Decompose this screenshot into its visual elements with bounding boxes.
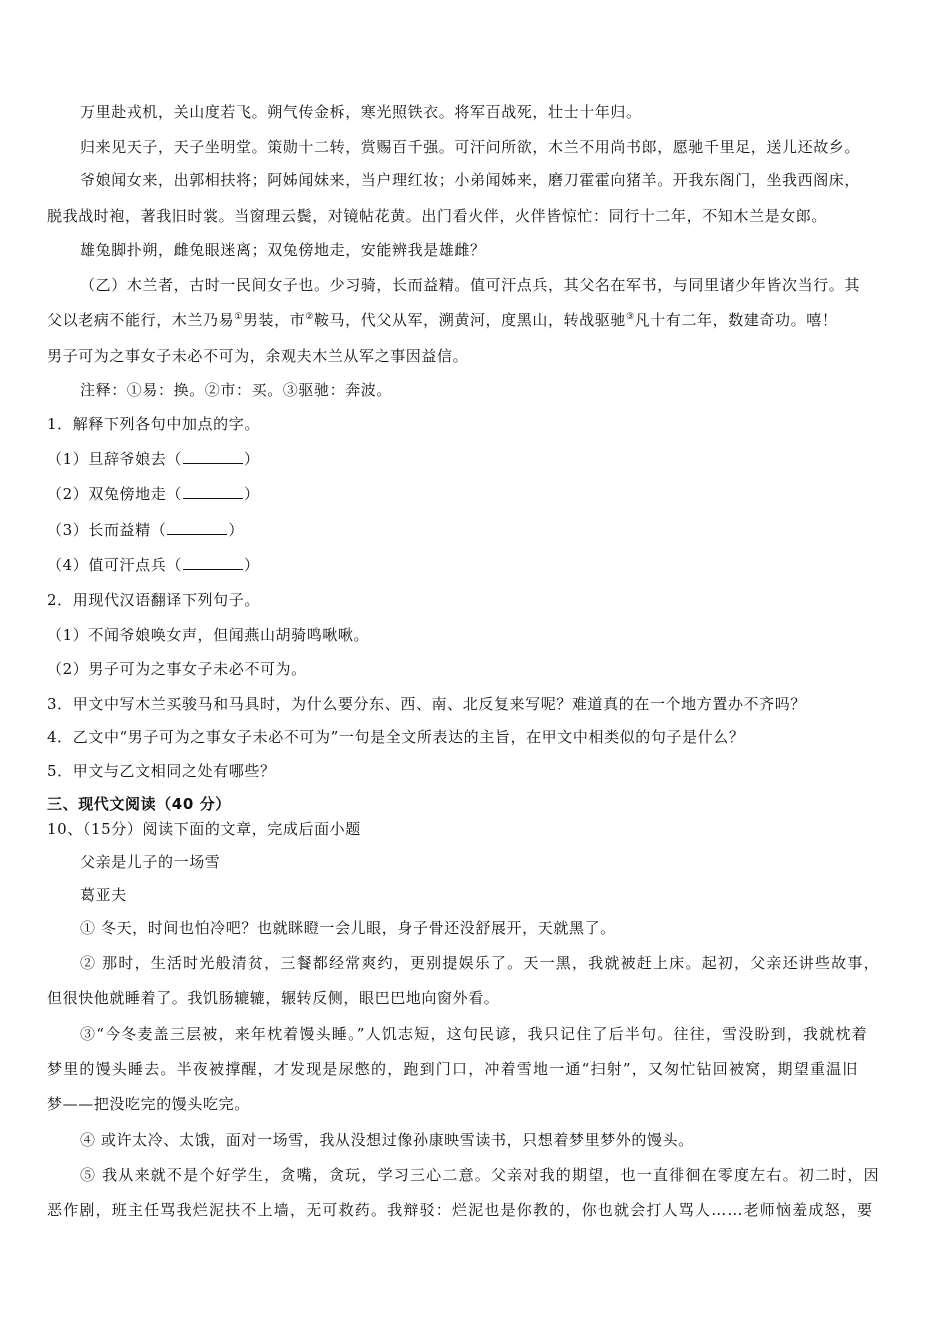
article-paragraph-3a: ③“今冬麦盖三层被，来年枕着馒头睡。”人饥志短，这句民谚，我只记住了后半句。往往，雪没盼到，我就枕着 [80, 1025, 868, 1043]
poem-line-2: 归来见天子，天子坐明堂。策勋十二转，赏赐百千强。可汗问所欲，木兰不用尚书郎，愿驰千里足，送儿还故乡。 [80, 138, 861, 156]
passage-b-line-1: （乙）木兰者，古时一民间女子也。少习骑，长而益精。值可汗点兵，其父名在军书，与同里诸少年皆次当行。其 [80, 276, 861, 294]
poem-line-3: 爷娘闻女来，出郭相扶将；阿姊闻妹来，当户理红妆；小弟闻姊来，磨刀霍霍向猪羊。开我东阁门，坐我西阁床， [80, 171, 861, 189]
note-marker-1: ① [234, 312, 243, 322]
passage-b-notes: 注释：①易：换。②市：买。③驱驰：奔波。 [80, 381, 393, 399]
question-2: 2．用现代汉语翻译下列句子。 [47, 591, 260, 609]
article-paragraph-3b: 梦里的馒头睡去。半夜被撑醒，才发现是尿憋的，跑到门口，冲着雪地一通“扫射”，又匆忙钻回被窝，期望重温旧 [47, 1060, 859, 1078]
question-4: 4．乙文中“男子可为之事女子未必不可为”一句是全文所表达的主旨，在甲文中相类似的句子是什么？ [47, 728, 745, 746]
article-author: 葛亚夫 [80, 886, 127, 904]
poem-line-1: 万里赴戎机，关山度若飞。朔气传金柝，寒光照铁衣。将军百战死，壮士十年归。 [80, 103, 642, 121]
passage-b-line-2: 父以老病不能行，木兰乃易①男装，市②鞍马，代父从军，溯黄河，度黑山，转战驱驰③凡十有二年，数建奇功。嘻！ [47, 311, 838, 329]
answer-blank-1[interactable] [183, 449, 243, 464]
question-1-1: （1）旦辞爷娘去（ ） [47, 450, 260, 468]
question-5: 5．甲文与乙文相同之处有哪些？ [47, 762, 276, 780]
article-paragraph-2b: 但很快他就睡着了。我饥肠辘辘，辗转反侧，眼巴巴地向窗外看。 [47, 989, 500, 1007]
article-paragraph-1: ① 冬天，时间也怕冷吧？也就眯瞪一会儿眼，身子骨还没舒展开，天就黑了。 [80, 919, 616, 937]
answer-blank-3[interactable] [167, 520, 227, 535]
question-1-4: （4）值可汗点兵（ ） [47, 556, 260, 574]
question-2-2: （2）男子可为之事女子未必不可为。 [47, 660, 307, 678]
answer-blank-4[interactable] [183, 555, 243, 570]
question-1-2: （2）双兔傍地走（ ） [47, 485, 260, 503]
passage-b-line-3: 男子可为之事女子未必不可为，余观夫木兰从军之事因益信。 [47, 347, 469, 365]
poem-line-4: 脱我战时袍，著我旧时裳。当窗理云鬓，对镜帖花黄。出门看火伴，火伴皆惊忙：同行十二年，不知木兰是女郎。 [47, 207, 828, 225]
poem-line-5: 雄兔脚扑朔，雌兔眼迷离；双兔傍地走，安能辨我是雄雌？ [80, 241, 486, 259]
answer-blank-2[interactable] [183, 484, 243, 499]
question-1-3: （3）长而益精（ ） [47, 521, 244, 539]
article-paragraph-5a: ⑤ 我从来就不是个好学生，贪嘴，贪玩，学习三心二意。父亲对我的期望，也一直徘徊在零度左右。初二时，因 [80, 1166, 880, 1184]
article-paragraph-5b: 恶作剧，班主任骂我烂泥扶不上墙，无可救药。我辩驳：烂泥也是你教的，你也就会打人骂人……老师恼羞成怒，要 [47, 1201, 874, 1219]
section-3-heading: 三、现代文阅读（40 分） [47, 795, 231, 813]
note-marker-3: ③ [625, 312, 635, 322]
article-paragraph-3c: 梦——把没吃完的馒头吃完。 [47, 1095, 250, 1113]
question-2-1: （1）不闻爷娘唤女声，但闻燕山胡骑鸣啾啾。 [47, 626, 370, 644]
question-1: 1．解释下列各句中加点的字。 [47, 415, 260, 433]
article-paragraph-4: ④ 或许太冷、太饿，面对一场雪，我从没想过像孙康映雪读书，只想着梦里梦外的馒头。 [80, 1131, 694, 1149]
question-10: 10、（15分）阅读下面的文章，完成后面小题 [47, 820, 361, 838]
article-paragraph-2a: ② 那时，生活时光般清贫，三餐都经常爽约，更别提娱乐了。天一黑，我就被赶上床。起初，父亲还讲些故事， [80, 954, 880, 972]
article-title: 父亲是儿子的一场雪 [80, 853, 221, 871]
question-3: 3．甲文中写木兰买骏马和马具时，为什么要分东、西、南、北反复来写呢？难道真的在一个地方置办不齐吗？ [47, 695, 806, 713]
note-marker-2: ② [305, 312, 314, 322]
